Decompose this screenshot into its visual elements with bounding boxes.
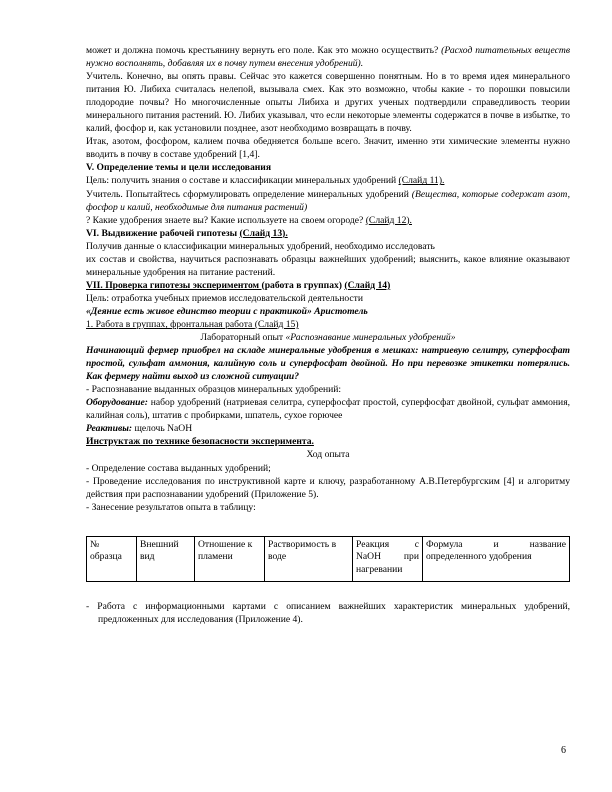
goal-text: Цель: получить знания о составе и классификации минеральных удобрений — [86, 175, 399, 187]
intro-answer: (Расход питательных веществ нужно восполнять, добавляя их в почву путем внесения удобрений). — [86, 45, 570, 70]
paragraph-liebig: Учитель. Конечно, вы опять правы. Сейчас это кажется совершенно понятным. Но в то время идея минерального питания Ю. Либиха считалась нелепой, вызывала смех. Как это возможно, чтобы какие - то порошки повысили плодородие почвы? Но многочисленные опыты Либиха и других ученых подтвердили справедливость теории минерального питания растений. Ю. Либих указывал, что если некоторые элементы содержатся в почве в избытке, то калий, фосфор и, как установили позднее, азот необходимо возвращать в почву. — [86, 71, 570, 135]
section-heading-6 — [86, 227, 570, 240]
table-header-cell: Внешний вид — [137, 536, 195, 581]
slide-ref-13: (Слайд 13). — [239, 227, 288, 239]
table-header-row — [87, 536, 570, 581]
section-heading-7 — [86, 279, 570, 292]
slide-ref-12: (Слайд 12). — [365, 214, 412, 226]
table-header-cell: № образца — [87, 536, 137, 581]
document-page — [86, 44, 570, 626]
teacher-answer: (Вещества, которые содержат азот, фосфор и калий, необходимые для питания растений) — [86, 188, 570, 213]
section7-group: (работа в группах) — [261, 279, 342, 291]
goal-paragraph-2: Цель: отработка учебных приемов исследовательской деятельности — [86, 292, 363, 304]
section-heading-5: V. Определение темы и цели исследования — [86, 162, 272, 174]
question-text: ? Какие удобрения знаете вы? Какие используете на своем огороде? — [86, 214, 366, 226]
results-table — [86, 536, 570, 582]
reagents-label: Реактивы: — [86, 423, 133, 435]
section7-text: VII. Проверка гипотезы экспериментом — [86, 279, 262, 291]
equipment-text: набор удобрений (натриевая селитра, суперфосфат простой, суперфосфат двойной, сульфат аммония, калийная соль), штатив с пробирками, шпатель, сухое горючее — [86, 397, 570, 422]
work-text: 1. Работа в группах, фронтальная работа — [86, 318, 255, 330]
slide-ref-15: (Слайд 15) — [254, 318, 299, 330]
aristotle-quote: «Деяние есть живое единство теории с практикой» Аристотель — [86, 305, 368, 317]
final-paragraph: - Работа с информационными картами с описанием важнейших характеристик минеральных удобрений, предложенных для исследования (Приложение 4). — [86, 600, 570, 625]
equipment-label: Оборудование: — [86, 397, 148, 409]
table-header-cell: Растворимость в воде — [265, 536, 353, 581]
distribution-line: - Распознавание выданных образцов минеральных удобрений: — [86, 384, 342, 396]
reagents-paragraph — [86, 422, 570, 435]
section6-text: VI. Выдвижение рабочей гипотезы — [86, 227, 240, 239]
teacher-paragraph — [86, 188, 570, 214]
reagents-text: щелочь NaOH — [132, 423, 193, 435]
intro-text: может и должна помочь крестьянину вернуть его поле. Как это можно осуществить? — [86, 45, 442, 56]
slide-ref-11: (Слайд 11). — [398, 175, 445, 187]
lab-title-text: Лабораторный опыт — [200, 332, 286, 344]
goal-paragraph-1 — [86, 174, 570, 187]
question-paragraph — [86, 214, 570, 227]
table-header-cell: Отношение к пламени — [195, 536, 265, 581]
table-header-cell: Формула и название определенного удобрения — [423, 536, 570, 581]
equipment-paragraph — [86, 396, 570, 422]
teacher-text: Учитель. Попытайтесь сформулировать определение минеральных удобрений — [86, 188, 412, 200]
step-2: - Проведение исследования по инструктивной карте и ключу, разработанному А.В.Петербургским [4] и алгоритму действия при распознавании удобрений (Приложение 5). — [86, 475, 570, 500]
page-number: 6 — [561, 745, 566, 756]
progress-heading: Ход опыта — [306, 449, 350, 461]
paragraph-conclusion: Итак, азотом, фосфором, калием почва обедняется больше всего. Значит, именно эти химические элементы нужно вводить в почву в составе удобрений [1,4]. — [86, 136, 570, 161]
lab-title-name: «Распознавание минеральных удобрений» — [285, 332, 456, 344]
lab-title — [86, 331, 570, 344]
hypothesis-line-2: их состав и свойства, научиться распознавать образцы важнейших удобрений; выяснить, какое влияние оказывают минеральные удобрения на питание растений. — [86, 253, 570, 278]
paragraph-intro — [86, 44, 570, 70]
problem-paragraph: Начинающий фермер приобрел на складе минеральные удобрения в мешках: натриевую селитру, суперфосфат простой, сульфат аммония, калийную соль и суперфосфат двойной. Но при перевозке этикетки потерялись. Как фермеру найти выход из сложной ситуации? — [86, 345, 570, 383]
step-1: - Определение состава выданных удобрений; — [86, 462, 271, 474]
step-3: - Занесение результатов опыта в таблицу: — [86, 501, 256, 513]
hypothesis-line-1: Получив данные о классификации минеральных удобрений, необходимо исследовать — [86, 240, 435, 252]
work-heading — [86, 318, 570, 331]
safety-instruction: Инструктаж по технике безопасности эксперимента. — [86, 436, 314, 448]
table-header-cell: Реакция с NaOH при нагревании — [353, 536, 423, 581]
slide-ref-14: (Слайд 14) — [344, 279, 391, 291]
